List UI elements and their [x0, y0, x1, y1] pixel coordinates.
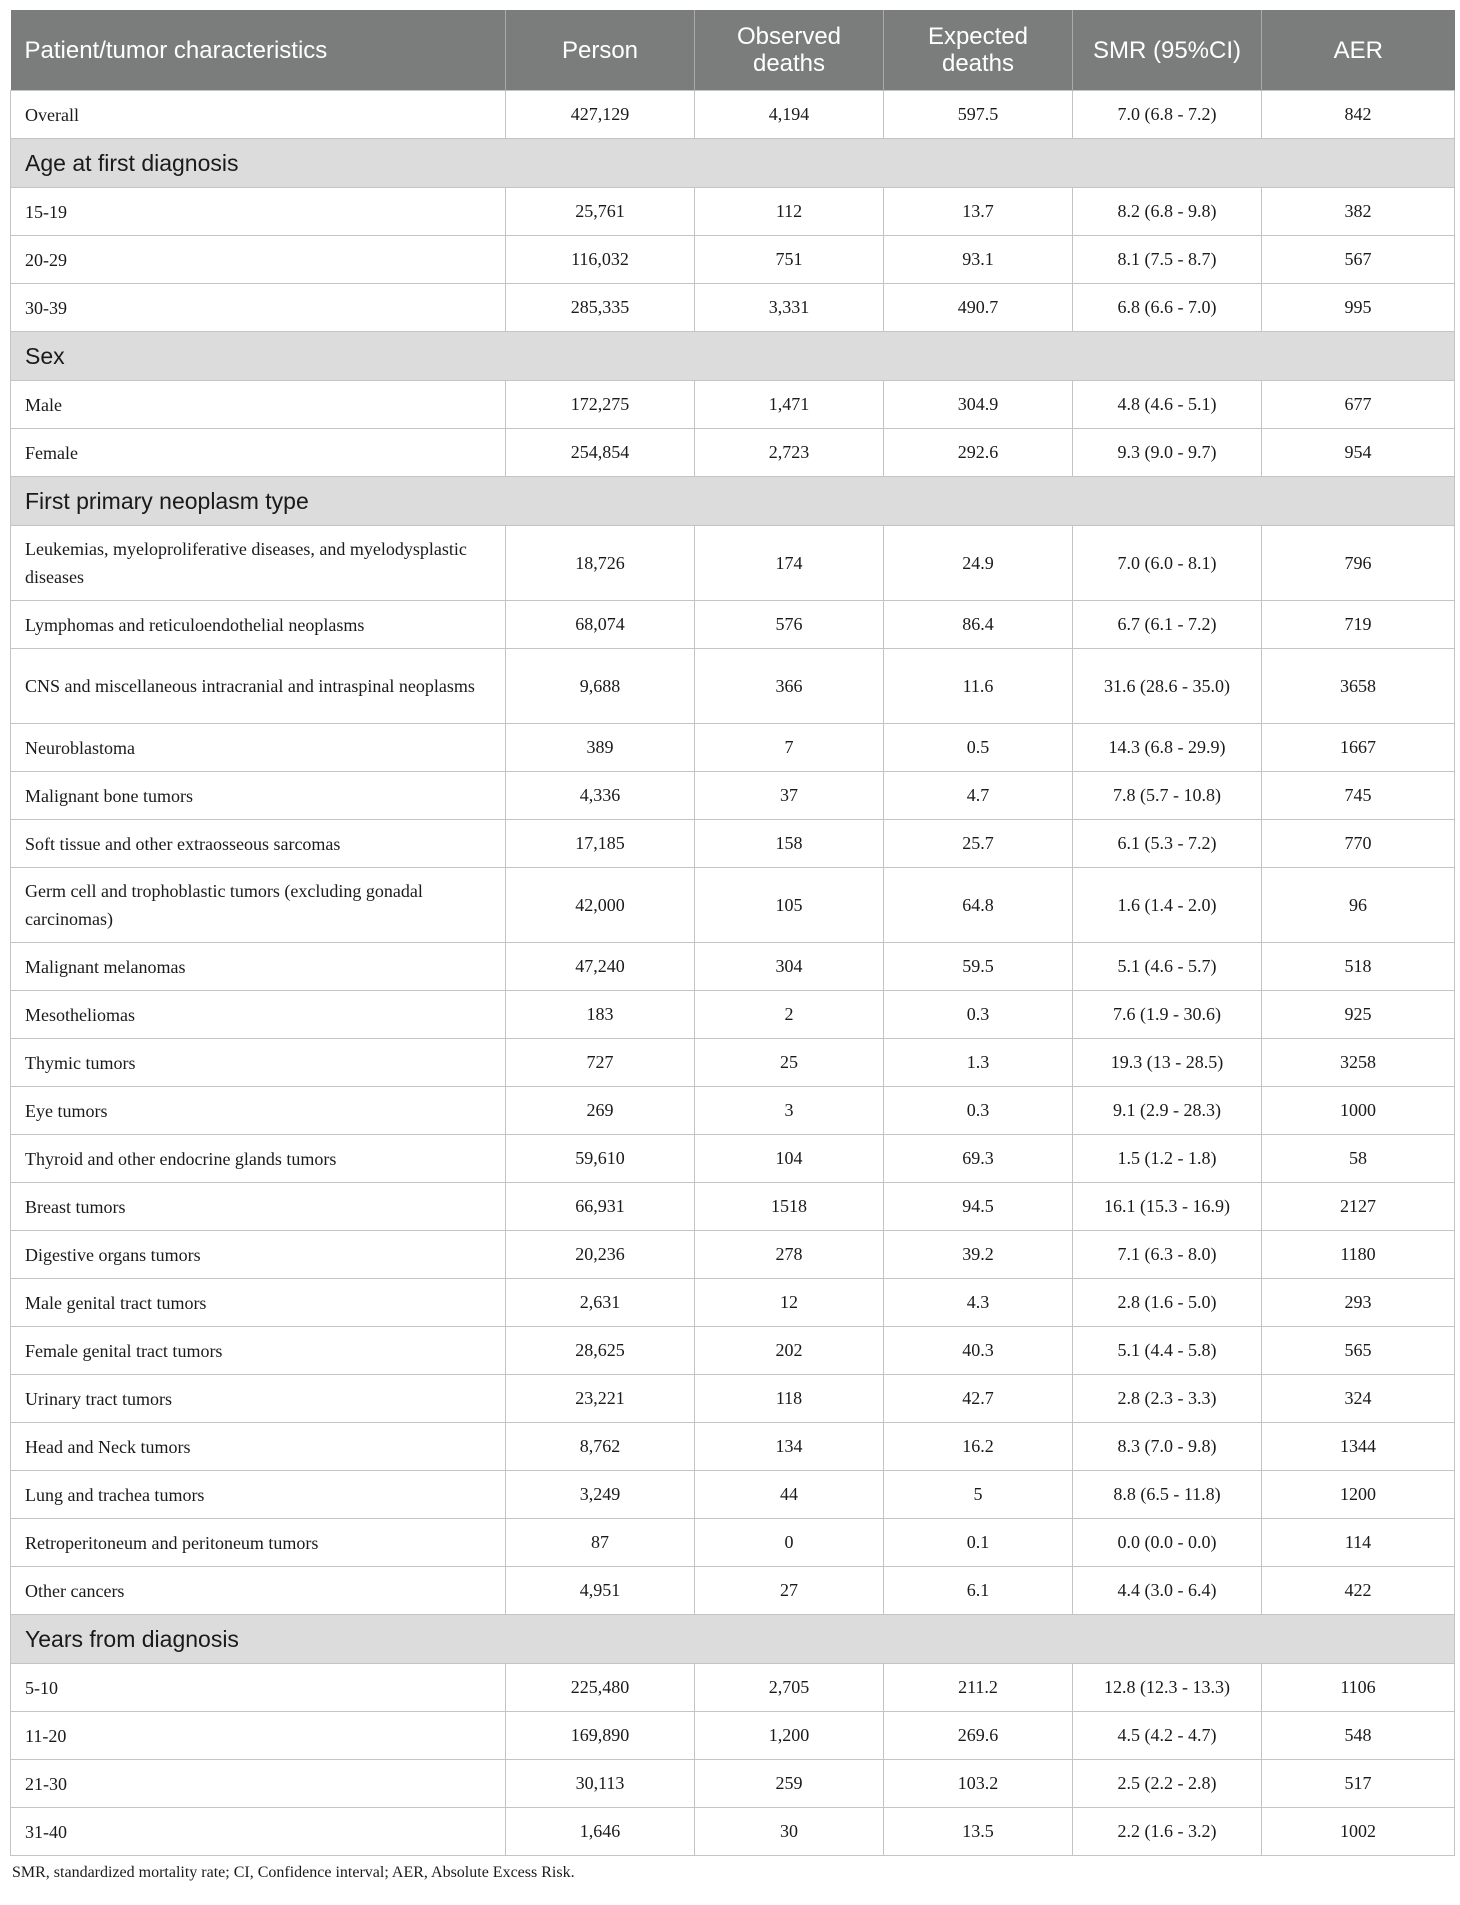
table-row: [11, 188, 1455, 236]
cell-characteristic: Lymphomas and reticuloendothelial neoplasms: [11, 601, 506, 649]
cell-characteristic: 5-10: [11, 1664, 506, 1712]
cell-aer: 719: [1262, 601, 1455, 649]
table-row: [11, 429, 1455, 477]
cell-smr: 16.1 (15.3 - 16.9): [1073, 1183, 1262, 1231]
cell-aer: 1667: [1262, 724, 1455, 772]
header-characteristics: Patient/tumor characteristics: [11, 10, 506, 91]
cell-aer: 677: [1262, 381, 1455, 429]
cell-observed-deaths: 304: [695, 943, 884, 991]
cell-observed-deaths: 7: [695, 724, 884, 772]
cell-smr: 6.8 (6.6 - 7.0): [1073, 284, 1262, 332]
cell-smr: 8.1 (7.5 - 8.7): [1073, 236, 1262, 284]
cell-aer: 548: [1262, 1712, 1455, 1760]
cell-characteristic: Digestive organs tumors: [11, 1231, 506, 1279]
cell-aer: 324: [1262, 1375, 1455, 1423]
table-row: [11, 91, 1455, 139]
cell-observed-deaths: 25: [695, 1039, 884, 1087]
cell-characteristic: Thymic tumors: [11, 1039, 506, 1087]
cell-smr: 7.1 (6.3 - 8.0): [1073, 1231, 1262, 1279]
cell-smr: 5.1 (4.4 - 5.8): [1073, 1327, 1262, 1375]
cell-person: 4,336: [506, 772, 695, 820]
header-observed-deaths: Observed deaths: [695, 10, 884, 91]
cell-characteristic: Head and Neck tumors: [11, 1423, 506, 1471]
cell-observed-deaths: 112: [695, 188, 884, 236]
cell-aer: 567: [1262, 236, 1455, 284]
cell-observed-deaths: 3,331: [695, 284, 884, 332]
cell-characteristic: 21-30: [11, 1760, 506, 1808]
cell-characteristic: Mesotheliomas: [11, 991, 506, 1039]
cell-observed-deaths: 118: [695, 1375, 884, 1423]
smr-table: [10, 10, 1455, 1856]
cell-smr: 9.3 (9.0 - 9.7): [1073, 429, 1262, 477]
cell-person: 30,113: [506, 1760, 695, 1808]
cell-characteristic: Male genital tract tumors: [11, 1279, 506, 1327]
cell-person: 269: [506, 1087, 695, 1135]
cell-characteristic: Germ cell and trophoblastic tumors (excluding gonadal carcinomas): [11, 868, 506, 943]
table-row: [11, 1471, 1455, 1519]
cell-expected-deaths: 304.9: [884, 381, 1073, 429]
cell-smr: 4.8 (4.6 - 5.1): [1073, 381, 1262, 429]
cell-observed-deaths: 4,194: [695, 91, 884, 139]
cell-person: 66,931: [506, 1183, 695, 1231]
cell-person: 389: [506, 724, 695, 772]
table-row: [11, 943, 1455, 991]
cell-observed-deaths: 259: [695, 1760, 884, 1808]
cell-observed-deaths: 37: [695, 772, 884, 820]
table-row: [11, 381, 1455, 429]
cell-aer: 3658: [1262, 649, 1455, 724]
header-person: Person: [506, 10, 695, 91]
cell-expected-deaths: 59.5: [884, 943, 1073, 991]
cell-aer: 1002: [1262, 1808, 1455, 1856]
cell-smr: 2.8 (1.6 - 5.0): [1073, 1279, 1262, 1327]
cell-characteristic: Lung and trachea tumors: [11, 1471, 506, 1519]
cell-person: 17,185: [506, 820, 695, 868]
cell-smr: 7.6 (1.9 - 30.6): [1073, 991, 1262, 1039]
cell-aer: 1344: [1262, 1423, 1455, 1471]
cell-person: 4,951: [506, 1567, 695, 1615]
cell-smr: 2.2 (1.6 - 3.2): [1073, 1808, 1262, 1856]
cell-observed-deaths: 134: [695, 1423, 884, 1471]
cell-expected-deaths: 4.7: [884, 772, 1073, 820]
cell-observed-deaths: 27: [695, 1567, 884, 1615]
cell-characteristic: Eye tumors: [11, 1087, 506, 1135]
table-row: [11, 1423, 1455, 1471]
cell-person: 23,221: [506, 1375, 695, 1423]
cell-observed-deaths: 3: [695, 1087, 884, 1135]
cell-smr: 14.3 (6.8 - 29.9): [1073, 724, 1262, 772]
cell-expected-deaths: 4.3: [884, 1279, 1073, 1327]
cell-observed-deaths: 202: [695, 1327, 884, 1375]
cell-expected-deaths: 13.7: [884, 188, 1073, 236]
cell-person: 8,762: [506, 1423, 695, 1471]
table-row: [11, 1519, 1455, 1567]
cell-person: 47,240: [506, 943, 695, 991]
cell-person: 2,631: [506, 1279, 695, 1327]
cell-expected-deaths: 269.6: [884, 1712, 1073, 1760]
cell-observed-deaths: 1,200: [695, 1712, 884, 1760]
cell-person: 1,646: [506, 1808, 695, 1856]
cell-smr: 7.8 (5.7 - 10.8): [1073, 772, 1262, 820]
cell-person: 3,249: [506, 1471, 695, 1519]
cell-characteristic: Breast tumors: [11, 1183, 506, 1231]
cell-person: 116,032: [506, 236, 695, 284]
table-row: [11, 772, 1455, 820]
section-row: [11, 139, 1455, 188]
cell-aer: 3258: [1262, 1039, 1455, 1087]
section-row: [11, 332, 1455, 381]
cell-expected-deaths: 490.7: [884, 284, 1073, 332]
cell-observed-deaths: 174: [695, 526, 884, 601]
cell-smr: 5.1 (4.6 - 5.7): [1073, 943, 1262, 991]
cell-smr: 0.0 (0.0 - 0.0): [1073, 1519, 1262, 1567]
table-row: [11, 1808, 1455, 1856]
cell-observed-deaths: 0: [695, 1519, 884, 1567]
cell-person: 25,761: [506, 188, 695, 236]
table-body: [11, 91, 1455, 1856]
table-row: [11, 1327, 1455, 1375]
cell-person: 727: [506, 1039, 695, 1087]
cell-smr: 7.0 (6.8 - 7.2): [1073, 91, 1262, 139]
cell-expected-deaths: 0.5: [884, 724, 1073, 772]
cell-smr: 4.5 (4.2 - 4.7): [1073, 1712, 1262, 1760]
cell-aer: 422: [1262, 1567, 1455, 1615]
cell-smr: 12.8 (12.3 - 13.3): [1073, 1664, 1262, 1712]
cell-aer: 995: [1262, 284, 1455, 332]
cell-expected-deaths: 103.2: [884, 1760, 1073, 1808]
cell-characteristic: Malignant bone tumors: [11, 772, 506, 820]
cell-smr: 8.2 (6.8 - 9.8): [1073, 188, 1262, 236]
cell-smr: 8.3 (7.0 - 9.8): [1073, 1423, 1262, 1471]
cell-observed-deaths: 2: [695, 991, 884, 1039]
cell-expected-deaths: 39.2: [884, 1231, 1073, 1279]
cell-characteristic: 15-19: [11, 188, 506, 236]
cell-aer: 382: [1262, 188, 1455, 236]
cell-person: 254,854: [506, 429, 695, 477]
cell-smr: 2.5 (2.2 - 2.8): [1073, 1760, 1262, 1808]
cell-characteristic: Female: [11, 429, 506, 477]
cell-characteristic: 20-29: [11, 236, 506, 284]
cell-person: 20,236: [506, 1231, 695, 1279]
table-row: [11, 820, 1455, 868]
table-row: [11, 724, 1455, 772]
cell-person: 9,688: [506, 649, 695, 724]
cell-expected-deaths: 5: [884, 1471, 1073, 1519]
cell-observed-deaths: 1,471: [695, 381, 884, 429]
cell-characteristic: Female genital tract tumors: [11, 1327, 506, 1375]
cell-aer: 1200: [1262, 1471, 1455, 1519]
cell-observed-deaths: 1518: [695, 1183, 884, 1231]
cell-person: 42,000: [506, 868, 695, 943]
cell-expected-deaths: 93.1: [884, 236, 1073, 284]
cell-aer: 2127: [1262, 1183, 1455, 1231]
cell-person: 68,074: [506, 601, 695, 649]
header-smr: SMR (95%CI): [1073, 10, 1262, 91]
cell-characteristic: Thyroid and other endocrine glands tumors: [11, 1135, 506, 1183]
cell-expected-deaths: 42.7: [884, 1375, 1073, 1423]
cell-aer: 925: [1262, 991, 1455, 1039]
table-row: [11, 649, 1455, 724]
section-row: [11, 1615, 1455, 1664]
section-title: Age at first diagnosis: [11, 139, 1455, 188]
cell-characteristic: Retroperitoneum and peritoneum tumors: [11, 1519, 506, 1567]
cell-expected-deaths: 40.3: [884, 1327, 1073, 1375]
table-row: [11, 1375, 1455, 1423]
section-title: Years from diagnosis: [11, 1615, 1455, 1664]
cell-observed-deaths: 105: [695, 868, 884, 943]
cell-characteristic: Urinary tract tumors: [11, 1375, 506, 1423]
cell-aer: 1000: [1262, 1087, 1455, 1135]
table-row: [11, 991, 1455, 1039]
cell-observed-deaths: 104: [695, 1135, 884, 1183]
cell-characteristic: 31-40: [11, 1808, 506, 1856]
cell-characteristic: 30-39: [11, 284, 506, 332]
cell-smr: 6.1 (5.3 - 7.2): [1073, 820, 1262, 868]
cell-smr: 19.3 (13 - 28.5): [1073, 1039, 1262, 1087]
table-row: [11, 526, 1455, 601]
cell-expected-deaths: 0.1: [884, 1519, 1073, 1567]
table-row: [11, 1039, 1455, 1087]
cell-smr: 8.8 (6.5 - 11.8): [1073, 1471, 1262, 1519]
cell-expected-deaths: 69.3: [884, 1135, 1073, 1183]
cell-aer: 114: [1262, 1519, 1455, 1567]
cell-characteristic: Leukemias, myeloproliferative diseases, and myelodysplastic diseases: [11, 526, 506, 601]
cell-expected-deaths: 0.3: [884, 991, 1073, 1039]
cell-expected-deaths: 25.7: [884, 820, 1073, 868]
table-row: [11, 1664, 1455, 1712]
cell-observed-deaths: 576: [695, 601, 884, 649]
section-title: First primary neoplasm type: [11, 477, 1455, 526]
cell-aer: 770: [1262, 820, 1455, 868]
table-row: [11, 1567, 1455, 1615]
cell-expected-deaths: 16.2: [884, 1423, 1073, 1471]
cell-observed-deaths: 2,723: [695, 429, 884, 477]
cell-aer: 293: [1262, 1279, 1455, 1327]
cell-observed-deaths: 158: [695, 820, 884, 868]
cell-observed-deaths: 751: [695, 236, 884, 284]
table-row: [11, 1279, 1455, 1327]
cell-expected-deaths: 0.3: [884, 1087, 1073, 1135]
cell-smr: 1.5 (1.2 - 1.8): [1073, 1135, 1262, 1183]
cell-person: 183: [506, 991, 695, 1039]
cell-expected-deaths: 24.9: [884, 526, 1073, 601]
cell-aer: 58: [1262, 1135, 1455, 1183]
cell-aer: 517: [1262, 1760, 1455, 1808]
header-expected-deaths: Expected deaths: [884, 10, 1073, 91]
cell-characteristic: Soft tissue and other extraosseous sarcomas: [11, 820, 506, 868]
header-row: [11, 10, 1455, 91]
cell-observed-deaths: 30: [695, 1808, 884, 1856]
cell-expected-deaths: 597.5: [884, 91, 1073, 139]
cell-characteristic: Malignant melanomas: [11, 943, 506, 991]
cell-expected-deaths: 211.2: [884, 1664, 1073, 1712]
cell-aer: 96: [1262, 868, 1455, 943]
cell-expected-deaths: 94.5: [884, 1183, 1073, 1231]
cell-person: 59,610: [506, 1135, 695, 1183]
cell-aer: 1180: [1262, 1231, 1455, 1279]
cell-smr: 9.1 (2.9 - 28.3): [1073, 1087, 1262, 1135]
cell-person: 427,129: [506, 91, 695, 139]
cell-expected-deaths: 86.4: [884, 601, 1073, 649]
table-row: [11, 284, 1455, 332]
cell-person: 172,275: [506, 381, 695, 429]
cell-characteristic: Other cancers: [11, 1567, 506, 1615]
header-aer: AER: [1262, 10, 1455, 91]
cell-expected-deaths: 292.6: [884, 429, 1073, 477]
section-title: Sex: [11, 332, 1455, 381]
cell-characteristic: Neuroblastoma: [11, 724, 506, 772]
cell-person: 285,335: [506, 284, 695, 332]
table-row: [11, 1183, 1455, 1231]
table-row: [11, 601, 1455, 649]
cell-characteristic: 11-20: [11, 1712, 506, 1760]
cell-person: 225,480: [506, 1664, 695, 1712]
footnote: SMR, standardized mortality rate; CI, Confidence interval; AER, Absolute Excess Risk.: [12, 1864, 575, 1881]
cell-characteristic: Overall: [11, 91, 506, 139]
cell-smr: 7.0 (6.0 - 8.1): [1073, 526, 1262, 601]
table-row: [11, 1135, 1455, 1183]
cell-aer: 745: [1262, 772, 1455, 820]
cell-aer: 954: [1262, 429, 1455, 477]
cell-person: 169,890: [506, 1712, 695, 1760]
section-row: [11, 477, 1455, 526]
cell-aer: 518: [1262, 943, 1455, 991]
cell-smr: 31.6 (28.6 - 35.0): [1073, 649, 1262, 724]
cell-expected-deaths: 13.5: [884, 1808, 1073, 1856]
cell-person: 28,625: [506, 1327, 695, 1375]
cell-aer: 796: [1262, 526, 1455, 601]
cell-expected-deaths: 1.3: [884, 1039, 1073, 1087]
cell-aer: 842: [1262, 91, 1455, 139]
cell-smr: 6.7 (6.1 - 7.2): [1073, 601, 1262, 649]
cell-observed-deaths: 2,705: [695, 1664, 884, 1712]
cell-expected-deaths: 11.6: [884, 649, 1073, 724]
table-row: [11, 1231, 1455, 1279]
cell-expected-deaths: 64.8: [884, 868, 1073, 943]
cell-aer: 565: [1262, 1327, 1455, 1375]
cell-smr: 2.8 (2.3 - 3.3): [1073, 1375, 1262, 1423]
table-row: [11, 1760, 1455, 1808]
table-container: [10, 10, 1454, 1882]
table-row: [11, 236, 1455, 284]
table-row: [11, 1087, 1455, 1135]
cell-smr: 4.4 (3.0 - 6.4): [1073, 1567, 1262, 1615]
table-row: [11, 868, 1455, 943]
cell-expected-deaths: 6.1: [884, 1567, 1073, 1615]
cell-aer: 1106: [1262, 1664, 1455, 1712]
cell-observed-deaths: 278: [695, 1231, 884, 1279]
cell-person: 87: [506, 1519, 695, 1567]
cell-observed-deaths: 12: [695, 1279, 884, 1327]
cell-person: 18,726: [506, 526, 695, 601]
cell-characteristic: Male: [11, 381, 506, 429]
cell-observed-deaths: 366: [695, 649, 884, 724]
table-row: [11, 1712, 1455, 1760]
cell-smr: 1.6 (1.4 - 2.0): [1073, 868, 1262, 943]
cell-characteristic: CNS and miscellaneous intracranial and intraspinal neoplasms: [11, 649, 506, 724]
cell-observed-deaths: 44: [695, 1471, 884, 1519]
